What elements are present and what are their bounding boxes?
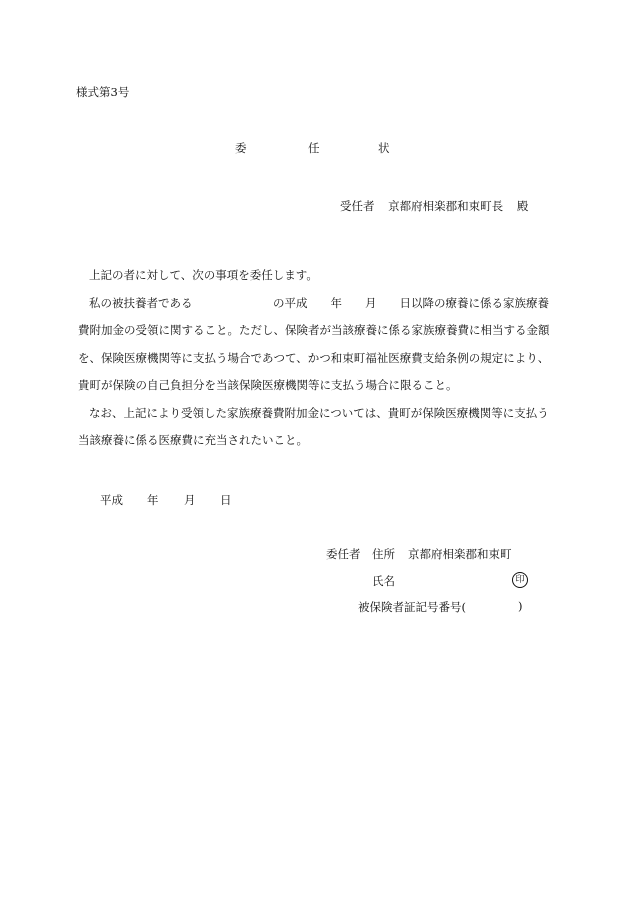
insurance-number-close: )	[518, 599, 523, 613]
principal-block	[0, 546, 630, 626]
title-char-1: 委	[235, 141, 247, 155]
body-intro: 上記の者に対して、次の事項を委任します。	[89, 268, 318, 282]
principal-name-label: 氏名	[372, 574, 395, 588]
body-item-2: なお、上記により受領した家族療養費附加金については、貴町が保険医療機関等に支払う当該療養に係る医療費に充当されたいこと。	[78, 405, 549, 447]
form-number: 様式第3号	[76, 85, 130, 99]
body-text	[78, 262, 558, 455]
date-era: 平成	[100, 493, 123, 507]
title-char-2: 任	[308, 141, 320, 155]
body-item-1: 私の被扶養者である の平成 年 月 日以降の療養に係る家族療養費附加金の受領に関すること。ただし、保険者が当該療養に係る家族療養費に相当する金額を、保険医療機関等に支払う場合であつて、かつ和束町福祉医療費支給条例の規定により、貴町が保険の自己負担分を当該保険医療機関等に支払う場合に限ること。	[78, 295, 550, 392]
principal-address-label: 住所	[372, 547, 395, 561]
title-char-3: 状	[378, 141, 390, 155]
addressee-line	[340, 198, 528, 214]
addressee-name: 京都府相楽郡和束町長	[388, 199, 504, 213]
insurance-number-label: 被保険者証記号番号(	[358, 600, 466, 614]
principal-address: 京都府相楽郡和束町	[408, 547, 512, 561]
addressee-honorific: 殿	[516, 199, 529, 213]
date-day-label: 日	[220, 493, 232, 507]
principal-label: 委任者	[326, 547, 361, 561]
addressee-label: 受任者	[340, 199, 375, 213]
seal-mark: 印	[512, 572, 528, 588]
date-year-label: 年	[147, 493, 159, 507]
date-month-label: 月	[184, 493, 196, 507]
